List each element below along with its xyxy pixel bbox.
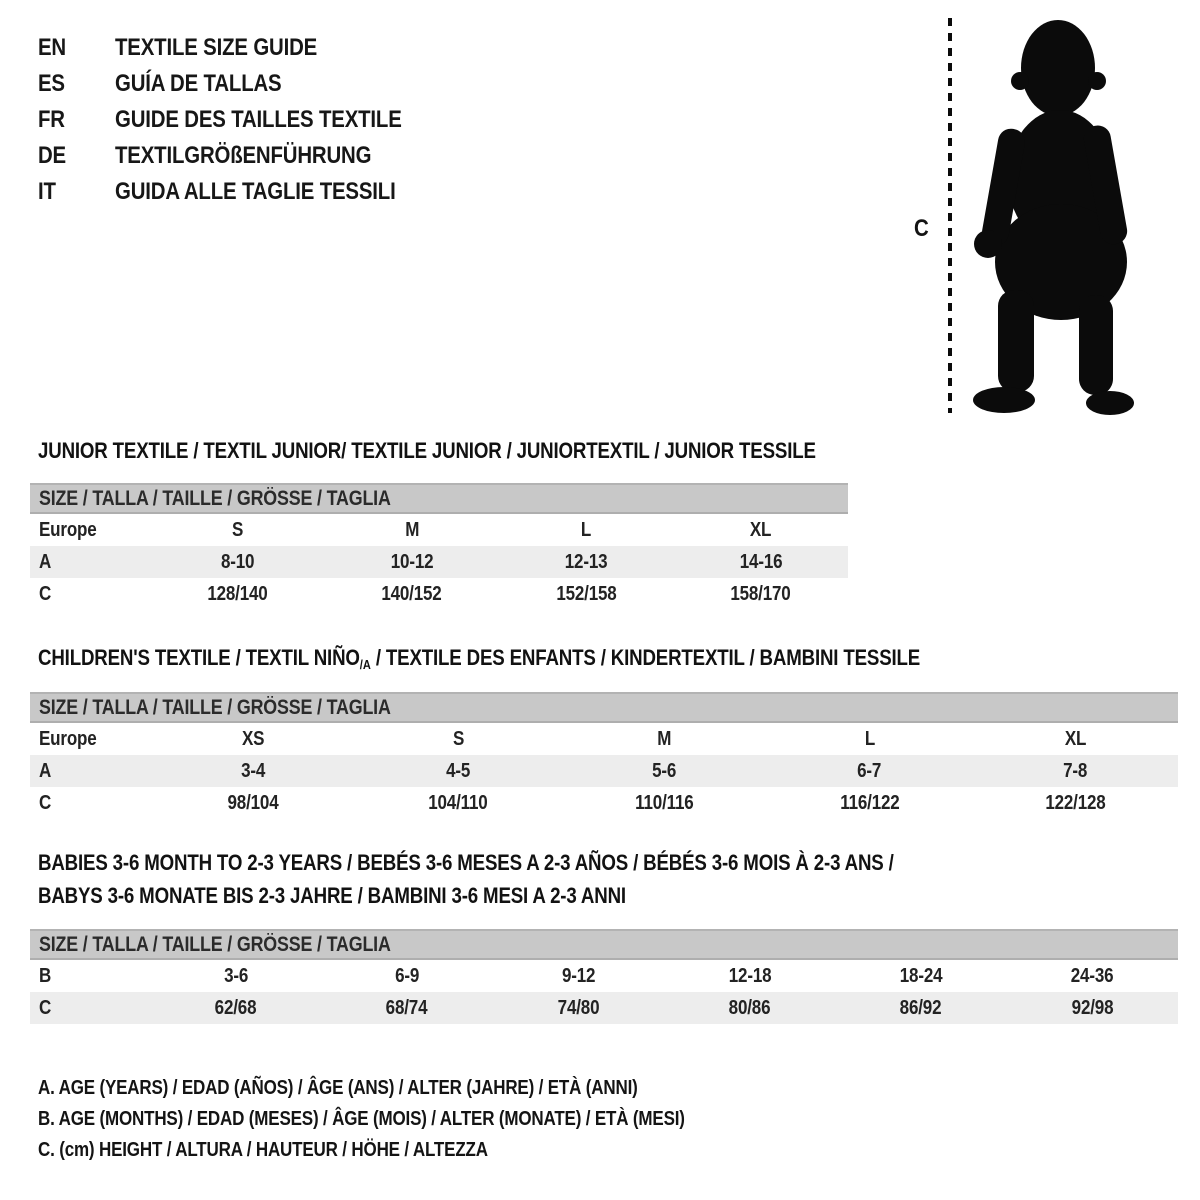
children-heading-rest: / TEXTILE DES ENFANTS / KINDERTEXTIL / BAMBINI TESSILE	[370, 645, 921, 670]
table-cell: 24-36	[1070, 964, 1114, 987]
size-header-bar: SIZE / TALLA / TAILLE / GRÖSSE / TAGLIA	[30, 929, 1178, 960]
row-label: A	[39, 550, 52, 573]
language-code: ES	[38, 70, 65, 97]
table-cell: M	[656, 727, 671, 750]
table-cell: 3-4	[240, 759, 265, 782]
row-label: C	[39, 791, 52, 814]
babies-heading-line2: BABYS 3-6 MONATE BIS 2-3 JAHRE / BAMBINI 3-6 MESI A 2-3 ANNI	[38, 883, 626, 908]
toddler-silhouette-figure	[900, 10, 1150, 420]
table-cell: 80/86	[728, 996, 771, 1019]
row-label: Europe	[39, 518, 97, 541]
table-cell: 158/170	[730, 582, 791, 605]
table-cell: XL	[1064, 727, 1086, 750]
language-code: EN	[38, 34, 67, 61]
table-row-months	[30, 960, 1178, 992]
table-row-height	[30, 787, 1178, 819]
language-code: IT	[38, 178, 56, 205]
table-cell: 140/152	[381, 582, 442, 605]
table-cell: 5-6	[651, 759, 677, 782]
junior-size-table	[30, 483, 848, 610]
table-row-age	[30, 546, 848, 578]
table-cell: 10-12	[390, 550, 434, 573]
table-cell: 116/122	[839, 791, 900, 814]
table-cell: 12-13	[564, 550, 608, 573]
table-cell: 8-10	[220, 550, 254, 573]
language-title: TEXTILE SIZE GUIDE	[115, 34, 318, 61]
language-title: GUÍA DE TALLAS	[115, 70, 282, 97]
table-cell: S	[452, 727, 464, 750]
table-cell: 128/140	[207, 582, 268, 605]
table-cell: S	[231, 518, 243, 541]
table-cell: 18-24	[899, 964, 943, 987]
table-row-height	[30, 992, 1178, 1024]
children-heading-main: CHILDREN'S TEXTILE / TEXTIL NIÑO	[38, 645, 360, 670]
row-label: Europe	[39, 727, 97, 750]
toddler-silhouette	[973, 20, 1134, 415]
table-cell: XL	[750, 518, 772, 541]
size-header-bar: SIZE / TALLA / TAILLE / GRÖSSE / TAGLIA	[30, 483, 848, 514]
table-row-age	[30, 755, 1178, 787]
table-cell: L	[864, 727, 875, 750]
table-cell: 9-12	[561, 964, 595, 987]
language-title: GUIDA ALLE TAGLIE TESSILI	[115, 178, 396, 205]
table-cell: L	[581, 518, 592, 541]
table-cell: 92/98	[1071, 996, 1114, 1019]
table-cell: 86/92	[900, 996, 942, 1019]
children-heading-suffix: /A	[359, 657, 371, 672]
table-cell: 104/110	[428, 791, 489, 814]
table-cell: 152/158	[556, 582, 617, 605]
children-size-table	[30, 692, 1178, 819]
table-row-europe	[30, 514, 848, 546]
table-cell: 110/116	[634, 791, 694, 814]
language-code: DE	[38, 142, 67, 169]
table-cell: M	[404, 518, 419, 541]
legend-line-age-years: A. AGE (YEARS) / EDAD (AÑOS) / ÂGE (ANS) / ALTER (JAHRE) / ETÀ (ANNI)	[38, 1077, 638, 1099]
children-section-heading	[38, 644, 1076, 675]
table-cell: 4-5	[446, 759, 471, 782]
row-label: A	[39, 759, 52, 782]
junior-section-heading: JUNIOR TEXTILE / TEXTIL JUNIOR/ TEXTILE JUNIOR / JUNIORTEXTIL / JUNIOR TESSILE	[38, 438, 816, 463]
table-cell: 7-8	[1063, 759, 1088, 782]
height-measure-label: C	[914, 215, 929, 242]
table-row-europe	[30, 723, 1178, 755]
table-cell: 74/80	[557, 996, 600, 1019]
row-label: C	[39, 582, 52, 605]
table-cell: XS	[241, 727, 264, 750]
table-cell: 98/104	[227, 791, 279, 814]
legend-line-age-months: B. AGE (MONTHS) / EDAD (MESES) / ÂGE (MOIS) / ALTER (MONATE) / ETÀ (MESI)	[38, 1108, 685, 1130]
table-cell: 62/68	[214, 996, 257, 1019]
language-title: TEXTILGRÖßENFÜHRUNG	[115, 142, 372, 169]
size-header-bar: SIZE / TALLA / TAILLE / GRÖSSE / TAGLIA	[30, 692, 1178, 723]
table-cell: 12-18	[728, 964, 771, 987]
measurement-legend	[38, 1073, 799, 1166]
table-row-height	[30, 578, 848, 610]
table-cell: 122/128	[1045, 791, 1106, 814]
babies-size-table	[30, 929, 1178, 1024]
table-cell: 68/74	[386, 996, 428, 1019]
table-cell: 6-7	[857, 759, 882, 782]
table-cell: 6-9	[394, 964, 420, 987]
babies-heading-line1: BABIES 3-6 MONTH TO 2-3 YEARS / BEBÉS 3-6 MESES A 2-3 AÑOS / BÉBÉS 3-6 MOIS À 2-3 ANS /	[38, 850, 894, 875]
table-cell: 14-16	[739, 550, 783, 573]
row-label: B	[39, 964, 52, 987]
language-title: GUIDE DES TAILLES TEXTILE	[115, 106, 402, 133]
language-code: FR	[38, 106, 65, 133]
row-label: C	[39, 996, 52, 1019]
babies-section-heading	[38, 846, 1045, 912]
table-cell: 3-6	[223, 964, 248, 987]
legend-line-height-cm: C. (cm) HEIGHT / ALTURA / HAUTEUR / HÖHE / ALTEZZA	[38, 1139, 488, 1161]
